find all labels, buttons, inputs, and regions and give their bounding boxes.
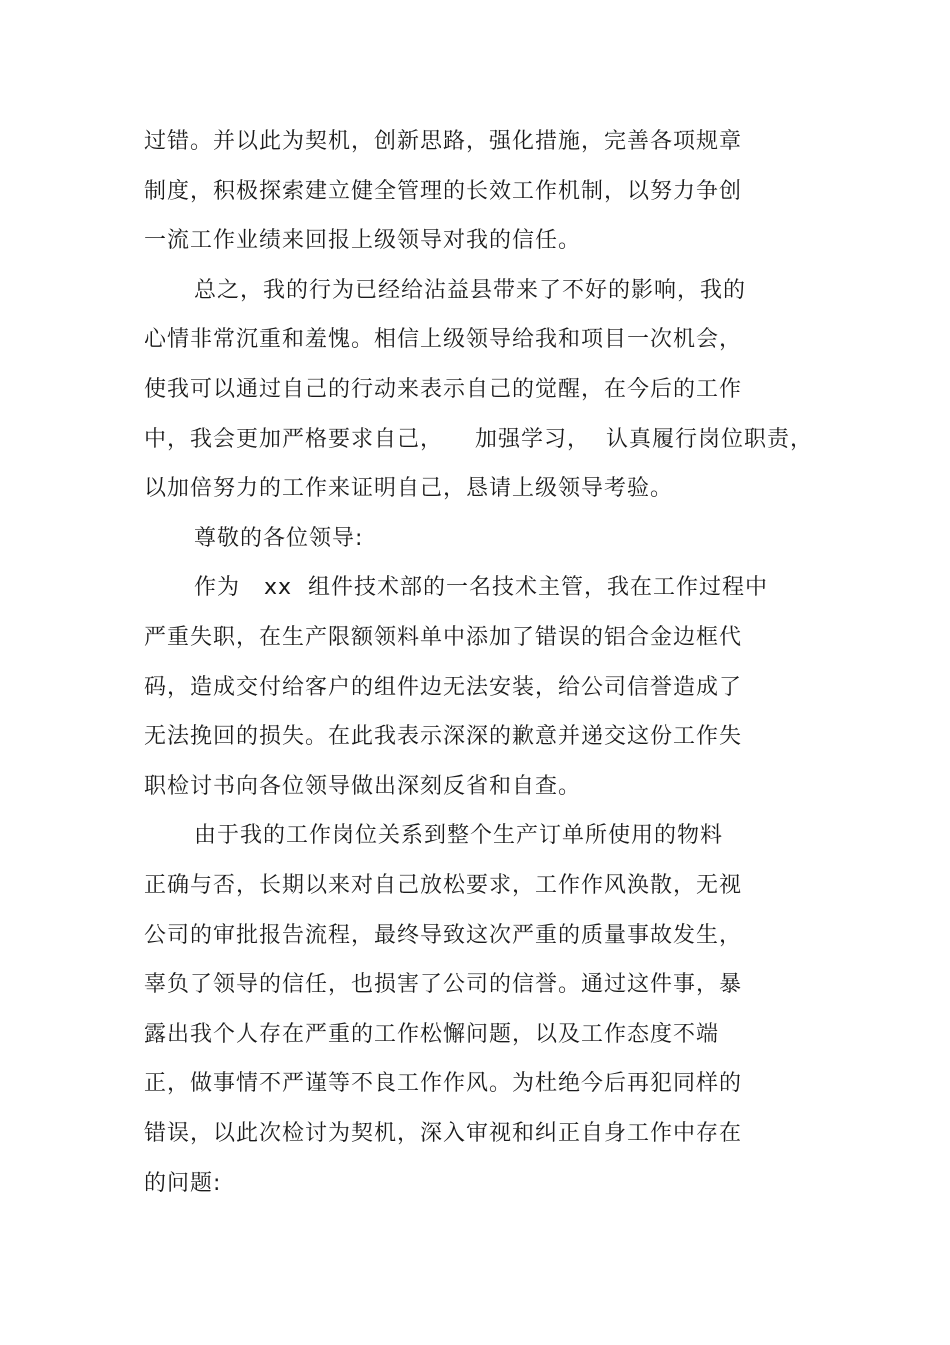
- text-line: 一流工作业绩来回报上级领导对我的信任。: [144, 228, 582, 253]
- text-line: 公司的审批报告流程，最终导致这次严重的质量事故发生，: [144, 923, 743, 948]
- text-line: 码，造成交付给客户的组件边无法安装，给公司信誉造成了: [144, 675, 743, 700]
- text-line: 制度，积极探索建立健全管理的长效工作机制，以努力争创: [144, 179, 743, 204]
- text-line: 以加倍努力的工作来证明自己，恳请上级领导考验。: [144, 476, 674, 501]
- text-line: 无法挽回的损失。在此我表示深深的歉意并递交这份工作失: [144, 724, 743, 749]
- paragraph-start-line: 作为 xx 组件技术部的一名技术主管，我在工作过程中: [194, 575, 769, 600]
- text-line: 的问题:: [144, 1171, 222, 1196]
- text-line: 职检讨书向各位领导做出深刻反省和自查。: [144, 774, 582, 799]
- text-line: 正，做事情不严谨等不良工作作风。为杜绝今后再犯同样的: [144, 1071, 743, 1096]
- text-line: 使我可以通过自己的行动来表示自己的觉醒，在今后的工作: [144, 377, 743, 402]
- text-line: 辜负了领导的信任，也损害了公司的信誉。通过这件事，暴: [144, 972, 743, 997]
- text-line: 心情非常沉重和羞愧。相信上级领导给我和项目一次机会，: [144, 327, 743, 352]
- text-line: 中，我会更加严格要求自己， 加强学习， 认真履行岗位职责，: [144, 427, 813, 452]
- paragraph-start-line: 总之，我的行为已经给沾益县带来了不好的影响，我的: [194, 278, 747, 303]
- text-line: 错误，以此次检讨为契机，深入审视和纠正自身工作中存在: [144, 1121, 743, 1146]
- text-line: 过错。并以此为契机，创新思路，强化措施，完善各项规章: [144, 129, 743, 154]
- salutation-line: 尊敬的各位领导:: [194, 526, 364, 551]
- text-line: 严重失职，在生产限额领料单中添加了错误的铝合金边框代: [144, 625, 743, 650]
- text-line: 露出我个人存在严重的工作松懈问题，以及工作态度不端: [144, 1022, 720, 1047]
- text-line: 正确与否，长期以来对自己放松要求，工作作风涣散，无视: [144, 873, 743, 898]
- paragraph-start-line: 由于我的工作岗位关系到整个生产订单所使用的物料: [194, 823, 724, 848]
